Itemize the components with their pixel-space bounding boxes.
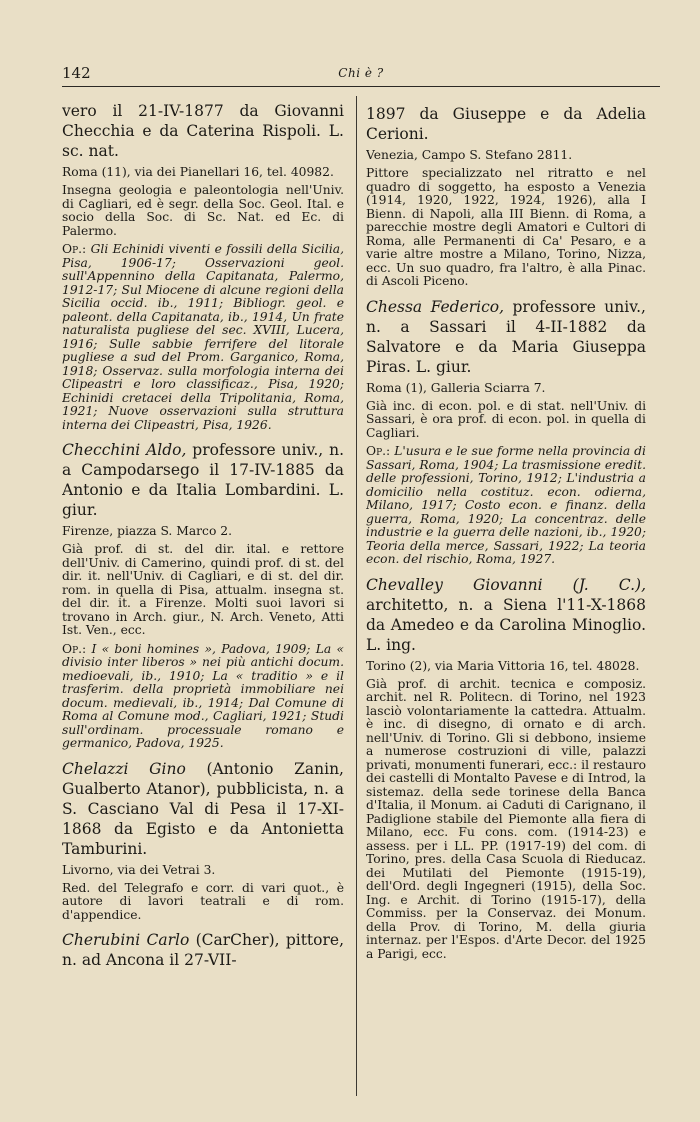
entry-paragraph: Pittore specializzato nel ritratto e nel quadro di soggetto, ha esposto a Venezia (1914, 1920, 1922, 1924, 1926), alla I Bienn. di Napoli, alla III Bienn. di Roma, a parecchie mostre degli Amatori e Cultori di Roma, alle Permanenti di Ca' Pesaro, e a varie altre mostre a Milano, Torino, Nizza, ecc. Un suo quadro, fra l'altro, è alla Pinac. di Ascoli Piceno. — [366, 166, 646, 288]
entry-works — [62, 643, 344, 751]
page-header — [62, 60, 660, 87]
entry-address: Roma (11), via dei Pianellari 16, tel. 40982. — [62, 165, 334, 179]
biography-entry — [366, 297, 646, 567]
left-column — [62, 101, 344, 978]
biography-entry — [366, 575, 646, 962]
column-divider — [356, 96, 357, 1096]
page-number: 142 — [62, 64, 91, 82]
entry-heading-text: vero il 21-IV-1877 da Giovanni Checchia e da Caterina Rispoli. L. sc. nat. — [62, 102, 344, 160]
entry-heading-text: (CarCher), pittore, n. ad Ancona il 27-VII- — [62, 931, 344, 969]
running-head: Chi è ? — [338, 66, 384, 80]
entry-paragraph: Red. del Telegrafo e corr. di vari quot., è autore di lavori teatrali e di rom. d'appendice. — [62, 880, 344, 922]
entry-heading — [62, 759, 344, 859]
works-text: Gli Echinidi viventi e fossili della Sicilia, Pisa, 1906-17; Osservazioni geol. sull'Appennino della Capitanata, Palermo, 1912-17; Sul Miocene di alcune regioni della Sicilia occid. ib., 1911; Bibliogr. geol. e paleont. della Capitanata, ib., 1914, Un frate naturalista pugliese del sec. XVIII, Lucera, 1916; Sulle sabbie ferrifere del litorale pugliese a sud del Prom. Garganico, Roma, 1918; Osservaz. sulla morfologia interna dei Clipeastri e loro classificaz., Pisa, 1920; Echinidi cretacei della Tripolitania, Roma, 1921; Nuove osservazioni sulla struttura interna dei Clipeastri, Pisa, 1926. — [62, 242, 344, 432]
right-column — [366, 104, 646, 969]
works-text: L'usura e le sue forme nella provincia di Sassari, Roma, 1904; La trasmissione eredit. delle professioni, Torino, 1912; L'industria a domicilio nella costituz. econ. odierna, Milano, 1917; Costo econ. e finanz. della guerra, Roma, 1920; La concentraz. delle industrie e la guerra delle nazioni, ib., 1920; Teoria della merce, Sassari, 1922; La teoria econ. del rischio, Roma, 1927. — [366, 444, 646, 566]
entry-heading — [62, 440, 344, 520]
entry-paragraph: Insegna geologia e paleontologia nell'Univ. di Cagliari, ed è segr. della Soc. Geol. Ital. e socio della Soc. di Sc. Nat. ed Ec. di Palermo. — [62, 183, 344, 238]
entry-heading — [366, 575, 646, 655]
entry-paragraph: Già prof. di archit. tecnica e composiz. archit. nel R. Politecn. di Torino, nel 1923 lasciò volontariamente la cattedra. Attualm. è inc. di disegno, di ornato e di arch. nell'Univ. di Torino. Gli si debbono, insieme a numerose costruzioni di ville, palazzi privati, monumenti funerari, ecc.: il restauro dei castelli di Montalto Pavese e di Introd, la sistemaz. della sede torinese della Banca d'Italia, il Monum. ai Caduti di Carignano, il Padiglione stabile del Piemonte alla fiera di Milano, ecc. Fu cons. com. (1914-23) e assess. per i LL. PP. (1917-19) del com. di Torino, pres. della Casa Scuola di Rieducaz. dei Mutilati del Piemonte (1915-19), dell'Ord. degli Ingegneri (1915), della Soc. Ing. e Archit. di Torino (1915-17), della Commiss. per la Conservaz. dei Monum. della Prov. di Torino, M. della giuria internaz. per l'Espos. d'Arte Decor. del 1925 a Parigi, ecc. — [366, 676, 646, 961]
biography-entry — [62, 101, 344, 432]
works-label: Op.: — [62, 242, 87, 256]
entry-heading-text: professore univ., n. a Sassari il 4-II-1882 da Salvatore e da Maria Giuseppa Piras. L. giur. — [366, 297, 646, 376]
entry-address: Venezia, Campo S. Stefano 2811. — [366, 148, 573, 162]
works-label: Op.: — [366, 444, 391, 458]
biography-entry — [62, 759, 344, 923]
entry-paragraph: Già inc. di econ. pol. e di stat. nell'Univ. di Sassari, è ora prof. di econ. pol. in quella di Cagliari. — [366, 398, 646, 440]
works-label: Op.: — [62, 641, 87, 656]
biography-entry — [366, 104, 646, 289]
entry-paragraph: Già prof. di st. del dir. ital. e rettore dell'Univ. di Camerino, quindi prof. di st. del dir. it. nell'Univ. di Cagliari, e di st. del dir. rom. in quella di Pisa, attualm. insegna st. del dir. it. a Firenze. Molti suoi lavori si trovano in Arch. giur., N. Arch. Veneto, Atti Ist. Ven., ecc. — [62, 542, 344, 637]
entry-address: Livorno, via dei Vetrai 3. — [62, 862, 216, 877]
entry-works — [366, 445, 646, 567]
entry-heading-text: professore univ., n. a Campodarsego il 17-IV-1885 da Antonio e da Italia Lombardini. L. giur. — [62, 441, 344, 519]
entry-heading-text: 1897 da Giuseppe e da Adelia Cerioni. — [366, 105, 646, 143]
entry-name: Chevalley Giovanni (J. C.), — [366, 575, 646, 594]
entry-heading-text: architetto, n. a Siena l'11-X-1868 da Amedeo e da Carolina Minoglio. L. ing. — [366, 595, 646, 654]
entry-heading — [62, 930, 344, 970]
works-text: I « boni homines », Padova, 1909; La « divisio inter liberos » nei più antichi docum. medioevali, ib., 1910; La « traditio » e il trasferim. della proprietà immobiliare nei docum. medievali, ib., 1914; Dal Comune di Roma al Comune mod., Cagliari, 1921; Studi sull'ordinam. processuale romano e germanico, Padova, 1925. — [62, 641, 344, 750]
entry-name: Checchini Aldo, — [62, 441, 187, 459]
biography-entry — [62, 440, 344, 751]
entry-heading — [62, 101, 344, 161]
entry-name: Chessa Federico, — [366, 297, 505, 316]
entry-name: Cherubini Carlo — [62, 931, 190, 949]
entry-works — [62, 243, 344, 432]
entry-address: Firenze, piazza S. Marco 2. — [62, 524, 232, 538]
entry-heading — [366, 104, 646, 144]
entry-address: Torino (2), via Maria Vittoria 16, tel. 48028. — [366, 658, 640, 673]
entry-heading — [366, 297, 646, 377]
entry-name: Chelazzi Gino — [62, 759, 186, 778]
entry-heading-text: (Antonio Zanin, Gualberto Atanor), pubblicista, n. a S. Casciano Val di Pesa il 17-XI-1868 da Egisto e da Antonietta Tamburini. — [62, 759, 344, 858]
biography-entry — [62, 930, 344, 970]
entry-address: Roma (1), Galleria Sciarra 7. — [366, 380, 546, 395]
